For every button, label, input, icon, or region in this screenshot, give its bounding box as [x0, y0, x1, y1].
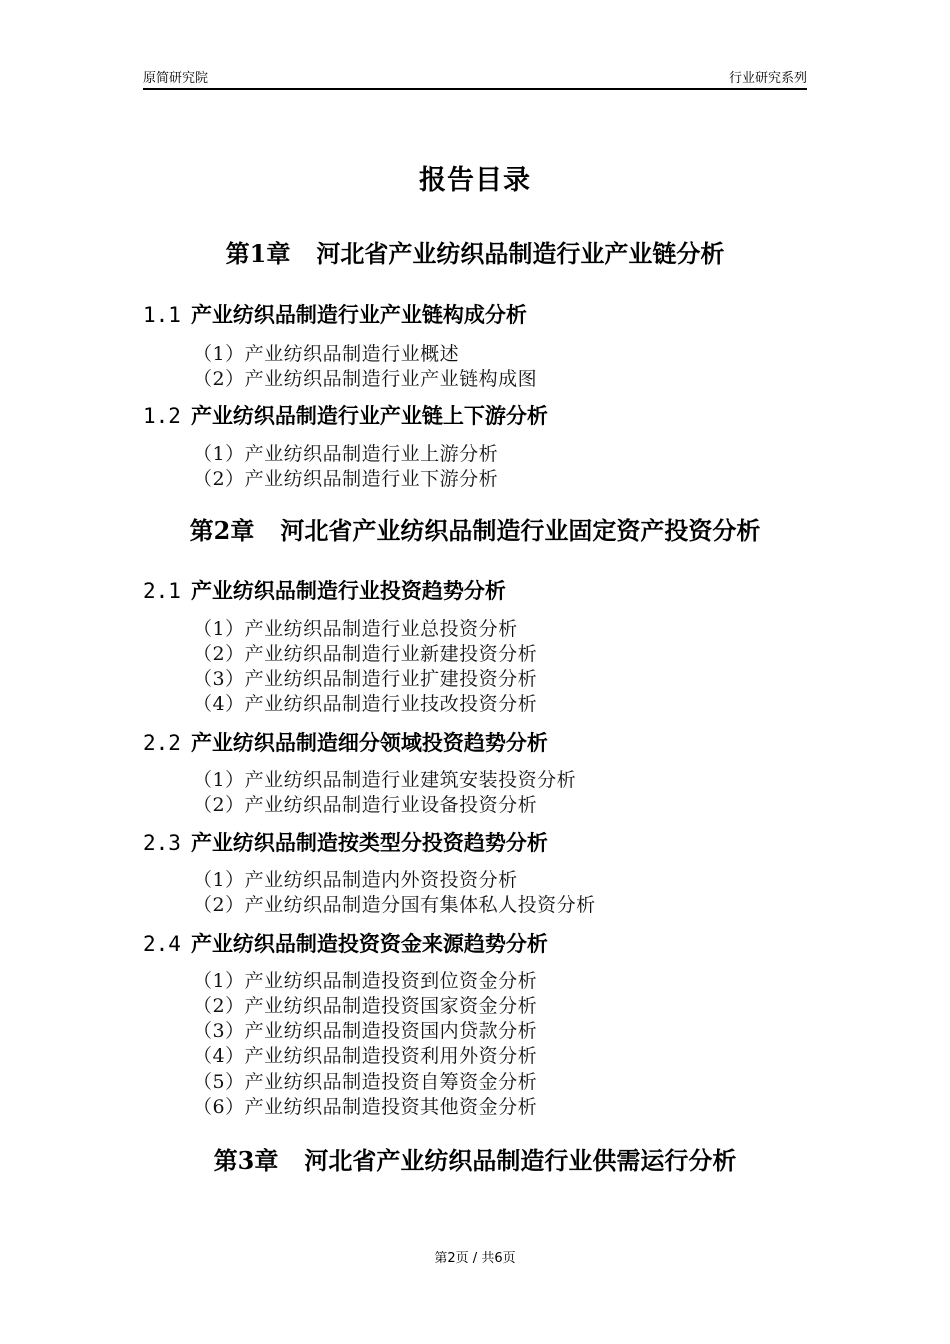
- toc-item: （2）产业纺织品制造分国有集体私人投资分析: [193, 894, 596, 916]
- chapter-number: 第1章: [225, 239, 291, 268]
- chapter-heading: [0, 234, 950, 269]
- toc-item: （1）产业纺织品制造行业建筑安装投资分析: [193, 769, 577, 791]
- section-number: 1.1: [143, 303, 181, 327]
- toc-item: （4）产业纺织品制造行业技改投资分析: [193, 693, 538, 715]
- chapter-title: 河北省产业纺织品制造行业供需运行分析: [304, 1146, 737, 1175]
- section-title: 产业纺织品制造行业产业链上下游分析: [190, 403, 548, 428]
- section-title: 产业纺织品制造按类型分投资趋势分析: [190, 830, 548, 855]
- section-heading: [143, 827, 548, 857]
- header-series-name: 行业研究系列: [728, 71, 807, 86]
- toc-item: （1）产业纺织品制造行业上游分析: [193, 443, 499, 465]
- section-heading: [143, 928, 548, 958]
- page-footer-page-number: 第2页 / 共6页: [434, 1251, 516, 1266]
- section-number: 2.1: [143, 579, 181, 603]
- toc-item: （4）产业纺织品制造投资利用外资分析: [193, 1045, 538, 1067]
- toc-item: （1）产业纺织品制造行业概述: [193, 343, 460, 365]
- section-title: 产业纺织品制造投资资金来源趋势分析: [190, 931, 548, 956]
- chapter-number: 第3章: [213, 1146, 279, 1175]
- header-rule: [143, 88, 807, 90]
- toc-item: （1）产业纺织品制造投资到位资金分析: [193, 970, 538, 992]
- toc-item: （3）产业纺织品制造投资国内贷款分析: [193, 1020, 538, 1042]
- toc-item: （2）产业纺织品制造行业新建投资分析: [193, 643, 538, 665]
- toc-item: （5）产业纺织品制造投资自筹资金分析: [193, 1071, 538, 1093]
- toc-item: （2）产业纺织品制造行业设备投资分析: [193, 794, 538, 816]
- section-heading: [143, 575, 506, 605]
- chapter-title: 河北省产业纺织品制造行业固定资产投资分析: [280, 516, 761, 545]
- header-org-name: 原简研究院: [143, 71, 209, 86]
- page-header: [143, 66, 807, 88]
- section-number: 2.4: [143, 932, 181, 956]
- section-title: 产业纺织品制造细分领域投资趋势分析: [190, 730, 548, 755]
- section-title: 产业纺织品制造行业产业链构成分析: [190, 302, 527, 327]
- toc-item: （1）产业纺织品制造内外资投资分析: [193, 869, 518, 891]
- section-heading: [143, 727, 548, 757]
- chapter-number: 第2章: [189, 516, 255, 545]
- section-heading: [143, 400, 548, 430]
- toc-item: （6）产业纺织品制造投资其他资金分析: [193, 1096, 538, 1118]
- section-number: 2.2: [143, 731, 181, 755]
- section-heading: [143, 299, 527, 329]
- section-number: 1.2: [143, 404, 181, 428]
- toc-item: （2）产业纺织品制造投资国家资金分析: [193, 995, 538, 1017]
- section-number: 2.3: [143, 831, 181, 855]
- toc-item: （2）产业纺织品制造行业产业链构成图: [193, 368, 538, 390]
- chapter-heading: [0, 1141, 950, 1176]
- chapter-heading: [0, 511, 950, 546]
- toc-item: （2）产业纺织品制造行业下游分析: [193, 468, 499, 490]
- toc-item: （3）产业纺织品制造行业扩建投资分析: [193, 668, 538, 690]
- section-title: 产业纺织品制造行业投资趋势分析: [190, 578, 506, 603]
- toc-title: 报告目录: [419, 165, 531, 196]
- chapter-title: 河北省产业纺织品制造行业产业链分析: [316, 239, 725, 268]
- toc-item: （1）产业纺织品制造行业总投资分析: [193, 618, 518, 640]
